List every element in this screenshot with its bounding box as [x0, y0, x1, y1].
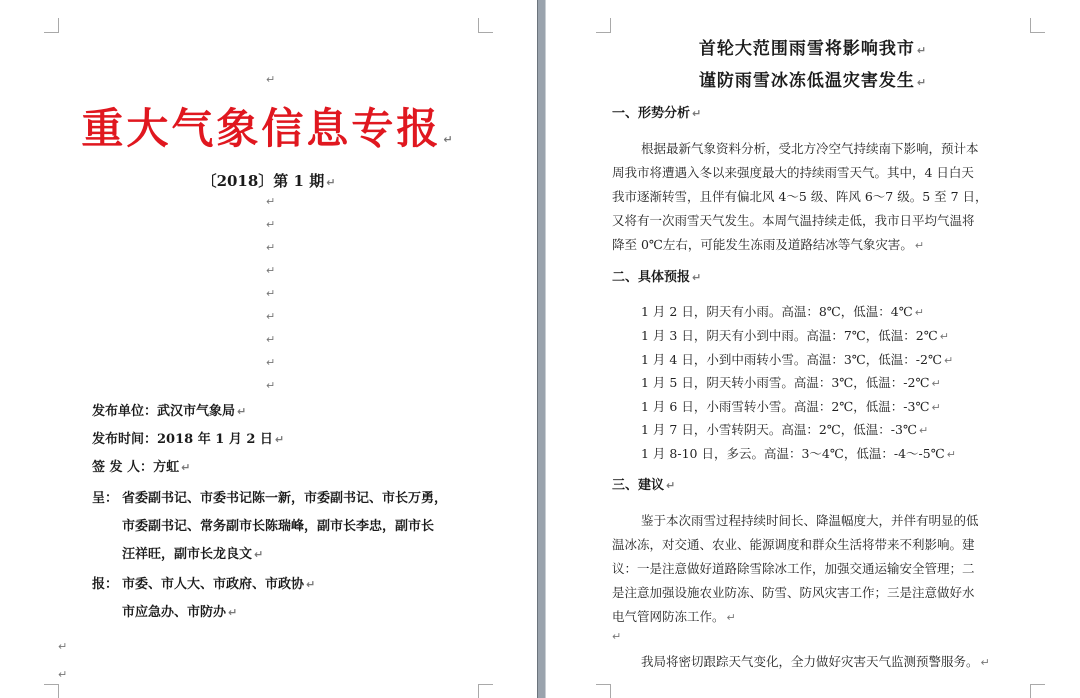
advice-text-line[interactable]: 温冰冻，对交通、农业、能源调度和群众生活将带来不利影响。建: [612, 537, 975, 552]
analysis-text-line[interactable]: 降至 0℃左右，可能发生冻雨及道路结冰等气象灾害。 ↵: [612, 237, 925, 252]
empty-paragraph-mark: ↵: [266, 333, 276, 346]
page-divider: [537, 0, 546, 698]
empty-paragraph-mark: ↵: [266, 356, 276, 369]
empty-paragraph-mark: ↵: [266, 218, 276, 231]
margin-corner-top-left: [596, 18, 611, 33]
empty-paragraph-mark: ↵: [266, 379, 276, 392]
margin-corner-top-right: [1030, 18, 1045, 33]
advice-text-line[interactable]: 电气管网防冻工作。 ↵: [612, 609, 736, 624]
analysis-text-line[interactable]: 根据最新气象资料分析，受北方冷空气持续南下影响，预计本: [641, 141, 979, 156]
advice-text-line[interactable]: 鉴于本次雨雪过程持续时间长、降温幅度大，并伴有明显的低: [641, 513, 979, 528]
publish-time-line[interactable]: 发布时间：2018 年 1 月 2 日 ↵: [92, 432, 285, 447]
margin-corner-bottom-left: [44, 684, 59, 698]
report-label: 报：: [92, 577, 119, 592]
margin-corner-bottom-right: [478, 684, 493, 698]
empty-paragraph-mark: ↵: [266, 287, 276, 300]
issuer-line[interactable]: 签 发 人：方虹 ↵: [92, 460, 191, 475]
closing-statement[interactable]: 我局将密切跟踪天气变化，全力做好灾害天气监测预警服务。 ↵: [641, 654, 990, 669]
forecast-item[interactable]: 1 月 4 日，小到中雨转小雪。高温：3℃，低温：-2℃ ↵: [641, 352, 954, 367]
publisher-line[interactable]: 发布单位：武汉市气象局 ↵: [92, 404, 247, 419]
masthead-title[interactable]: 重大气象信息专报 ↵: [81, 104, 456, 153]
forecast-item[interactable]: 1 月 8-10 日，多云。高温：3～4℃，低温：-4～-5℃ ↵: [641, 446, 956, 461]
margin-corner-top-left: [44, 18, 59, 33]
empty-paragraph-mark: ↵: [58, 640, 68, 653]
submit-line: 市委副书记、常务副市长陈瑞峰，副市长李忠，副市长: [122, 519, 435, 534]
advice-text-line[interactable]: 议：一是注意做好道路除雪除冰工作，加强交通运输安全管理；二: [612, 561, 975, 576]
submit-line: 省委副书记、市委书记陈一新，市委副书记、市长万勇，: [122, 491, 448, 506]
article-title-line-1[interactable]: 首轮大范围雨雪将影响我市 ↵: [698, 39, 928, 59]
section-heading-advice[interactable]: 三、建议 ↵: [612, 478, 676, 493]
forecast-item[interactable]: 1 月 6 日，小雨雪转小雪。高温：2℃，低温：-3℃ ↵: [641, 399, 941, 414]
forecast-item[interactable]: 1 月 2 日，阴天有小雨。高温：8℃，低温：4℃ ↵: [641, 304, 924, 319]
forecast-item[interactable]: 1 月 5 日，阴天转小雨雪。高温：3℃，低温：-2℃ ↵: [641, 375, 941, 390]
forecast-item[interactable]: 1 月 3 日，阴天有小到中雨。高温：7℃，低温：2℃ ↵: [641, 328, 949, 343]
section-heading-forecast[interactable]: 二、具体预报 ↵: [612, 270, 702, 285]
margin-corner-top-right: [478, 18, 493, 33]
report-line: 市应急办、市防办 ↵: [122, 605, 238, 620]
submit-label: 呈：: [92, 491, 119, 506]
analysis-text-line[interactable]: 周我市将遭遇入冬以来强度最大的持续雨雪天气。其中，4 日白天: [612, 165, 974, 180]
article-title-line-2[interactable]: 谨防雨雪冰冻低温灾害发生 ↵: [698, 71, 928, 91]
analysis-text-line[interactable]: 我市逐渐转雪，且伴有偏北风 4～5 级、阵风 6～7 级。5 至 7 日，: [612, 189, 988, 204]
advice-text-line[interactable]: 是注意加强设施农业防冻、防雪、防风灾害工作；三是注意做好水: [612, 585, 975, 600]
submit-line: 汪祥旺，副市长龙良文 ↵: [122, 547, 264, 562]
empty-paragraph-mark: ↵: [266, 264, 276, 277]
empty-paragraph-mark: ↵: [58, 668, 68, 681]
analysis-text-line[interactable]: 又将有一次雨雪天气发生。本周气温持续走低，我市日平均气温将: [612, 213, 975, 228]
empty-paragraph-mark: ↵: [266, 310, 276, 323]
section-heading-analysis[interactable]: 一、形势分析 ↵: [612, 106, 702, 121]
report-line: 市委、市人大、市政府、市政协 ↵: [122, 577, 316, 592]
margin-corner-bottom-right: [1030, 684, 1045, 698]
empty-paragraph-mark: ↵: [266, 241, 276, 254]
margin-corner-bottom-left: [596, 684, 611, 698]
empty-paragraph-mark: ↵: [612, 630, 622, 643]
empty-paragraph-mark: ↵: [266, 73, 276, 86]
empty-paragraph-mark: ↵: [266, 195, 276, 208]
forecast-item[interactable]: 1 月 7 日，小雪转阴天。高温：2℃，低温：-3℃ ↵: [641, 422, 929, 437]
issue-number[interactable]: 〔2018〕第 1 期 ↵: [201, 172, 336, 190]
